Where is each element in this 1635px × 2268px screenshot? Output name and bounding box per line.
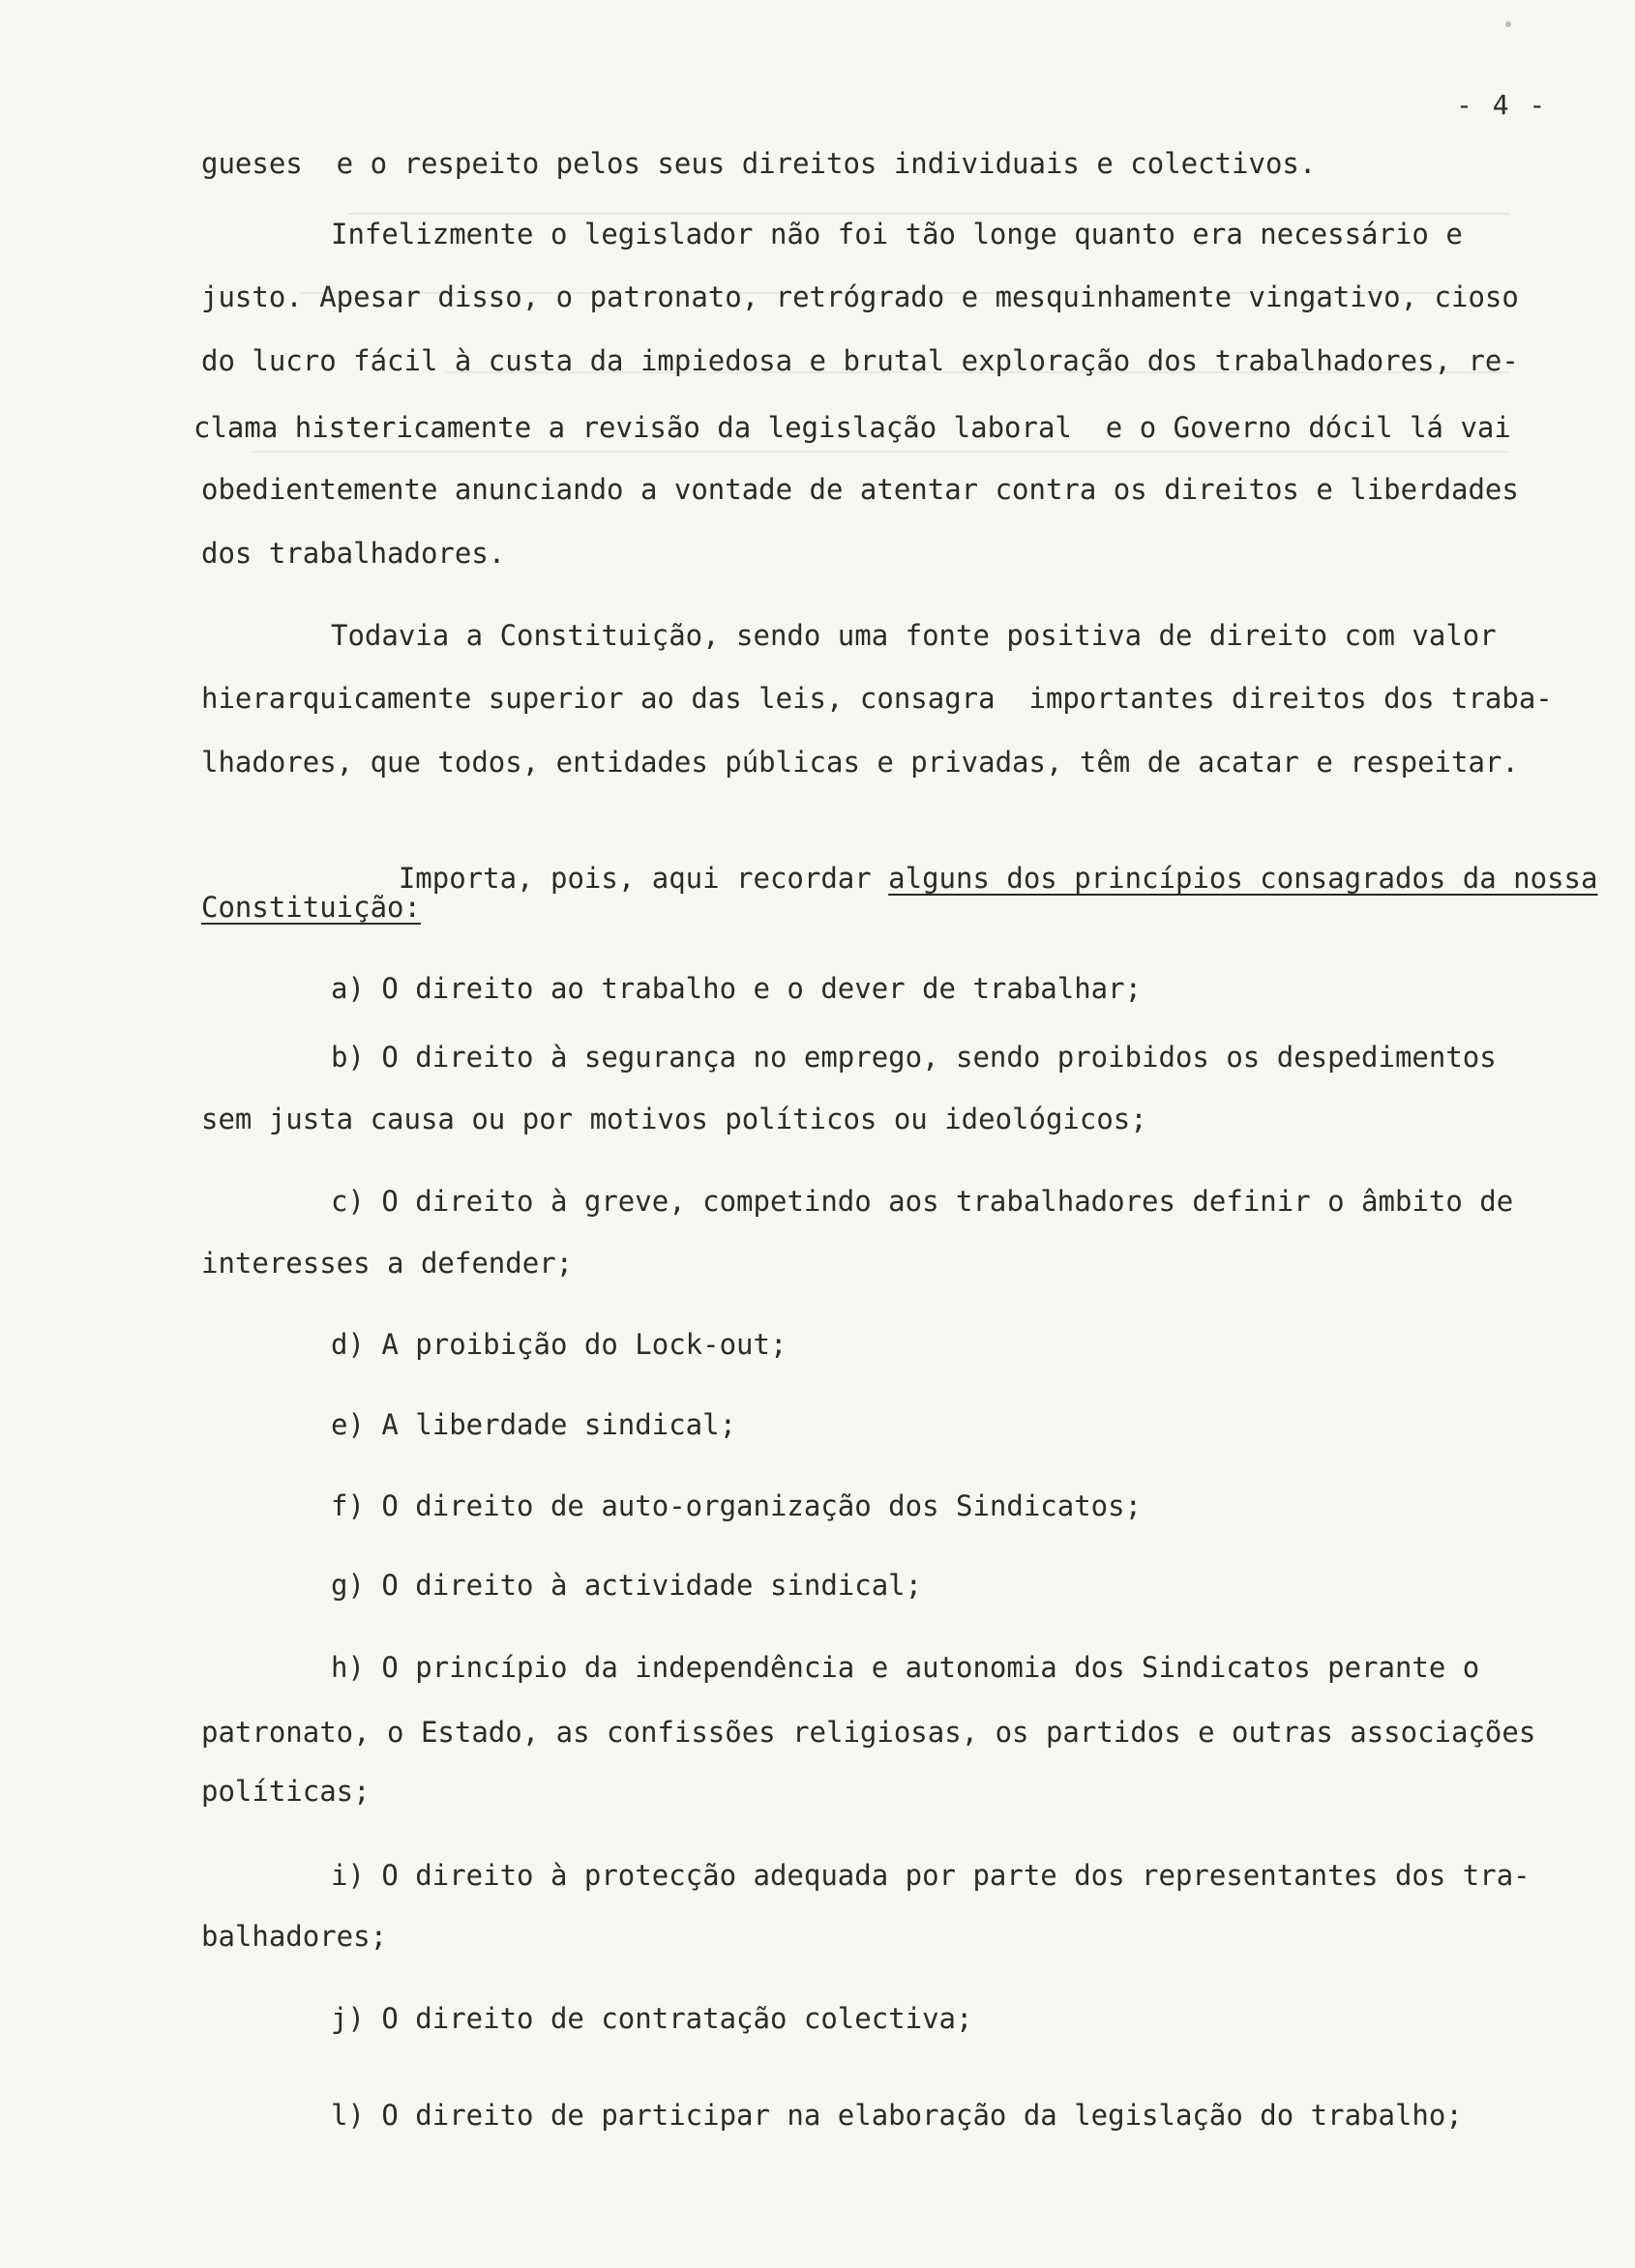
- page-number: - 4 -: [1456, 89, 1548, 121]
- text-line: dos trabalhadores.: [201, 537, 506, 570]
- text-line: lhadores, que todos, entidades públicas e privadas, têm de acatar e respeitar.: [201, 746, 1519, 779]
- text-line: [331, 829, 1597, 928]
- text-line: gueses e o respeito pelos seus direitos individuais e colectivos.: [201, 147, 1317, 180]
- list-item-b: b) O direito à segurança no emprego, sendo proibidos os despedimentos: [331, 1041, 1497, 1074]
- text-line: hierarquicamente superior ao das leis, consagra importantes direitos dos traba-: [201, 682, 1553, 715]
- list-item-h-cont: patronato, o Estado, as confissões religiosas, os partidos e outras associações: [201, 1716, 1536, 1749]
- list-item-l: l) O direito de participar na elaboração da legislação do trabalho;: [331, 2099, 1463, 2132]
- list-item-a: a) O direito ao trabalho e o dever de trabalhar;: [331, 972, 1143, 1005]
- list-item-c-cont: interesses a defender;: [201, 1247, 574, 1280]
- list-item-j: j) O direito de contratação colectiva;: [331, 2002, 973, 2035]
- list-item-h-cont: políticas;: [201, 1775, 371, 1808]
- list-item-c: c) O direito à greve, competindo aos trabalhadores definir o âmbito de: [331, 1185, 1514, 1218]
- list-item-f: f) O direito de auto-organização dos Sindicatos;: [331, 1489, 1143, 1522]
- text-line: Todavia a Constituição, sendo uma fonte positiva de direito com valor: [331, 619, 1497, 652]
- text-line: Infelizmente o legislador não foi tão longe quanto era necessário e: [331, 218, 1463, 250]
- text-run: Importa, pois, aqui recordar: [398, 862, 889, 895]
- list-item-b-cont: sem justa causa ou por motivos políticos ou ideológicos;: [201, 1103, 1147, 1135]
- text-line: justo. Apesar disso, o patronato, retrógrado e mesquinhamente vingativo, cioso: [201, 280, 1519, 313]
- text-line: do lucro fácil à custa da impiedosa e brutal exploração dos trabalhadores, re-: [201, 344, 1519, 377]
- text-line: obedientemente anunciando a vontade de atentar contra os direitos e liberdades: [201, 473, 1519, 506]
- text-line: clama histericamente a revisão da legislação laboral e o Governo dócil lá vai: [193, 411, 1511, 444]
- text-line: Constituição:: [201, 891, 421, 924]
- list-item-g: g) O direito à actividade sindical;: [331, 1569, 923, 1602]
- list-item-i: i) O direito à protecção adequada por parte dos representantes dos tra-: [331, 1859, 1531, 1892]
- list-item-i-cont: balhadores;: [201, 1920, 388, 1953]
- list-item-d: d) A proibição do Lock-out;: [331, 1328, 788, 1361]
- paper-speck: [1505, 21, 1511, 27]
- list-item-h: h) O princípio da independência e autonomia dos Sindicatos perante o: [331, 1651, 1480, 1684]
- list-item-e: e) A liberdade sindical;: [331, 1408, 737, 1441]
- underlined-phrase: alguns dos princípios consagrados da nossa: [888, 862, 1598, 895]
